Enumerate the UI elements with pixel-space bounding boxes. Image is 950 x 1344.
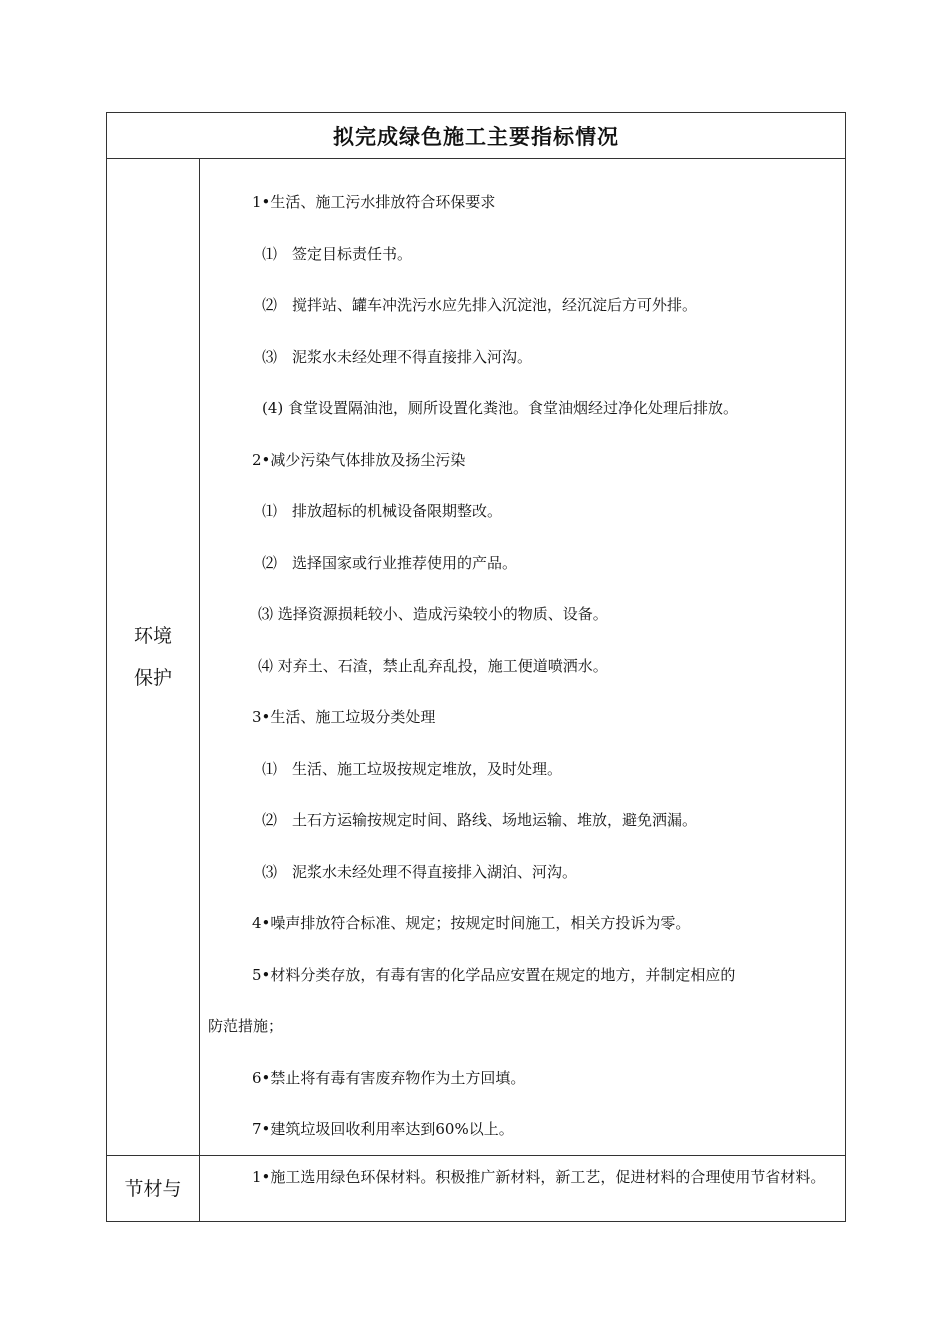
environment-item: ⑷ 对弃土、石渣，禁止乱弃乱投，施工便道喷洒水。 (258, 656, 608, 675)
environment-item: ⑵ 选择国家或行业推荐使用的产品。 (262, 553, 518, 572)
environment-item: (4) 食堂设置隔油池，厕所设置化粪池。食堂油烟经过净化处理后排放。 (262, 399, 739, 417)
environment-item: ⑵ 土石方运输按规定时间、路线、场地运输、堆放，避免洒漏。 (262, 811, 698, 829)
materials-paragraph: 1•施工选用绿色环保材料。积极推广新材料，新工艺，促进材料的合理使用节省材料。 (252, 1168, 826, 1186)
environment-item: ⑶ 泥浆水未经处理不得直接排入湖泊、河沟。 (262, 862, 578, 881)
indicator-table (106, 112, 846, 1222)
environment-item: 1•生活、施工污水排放符合环保要求 (252, 193, 496, 211)
environment-item: ⑶ 选择资源损耗较小、造成污染较小的物质、设备。 (258, 605, 608, 623)
materials-content (200, 1156, 845, 1221)
environment-row (107, 159, 845, 1155)
environment-item: ⑴ 签定目标责任书。 (262, 244, 413, 263)
title-row (107, 113, 845, 159)
materials-label: 节材与 (124, 1178, 182, 1200)
environment-content (200, 159, 845, 1155)
environment-item: ⑴ 排放超标的机械设备限期整改。 (262, 502, 503, 520)
environment-item: 3•生活、施工垃圾分类处理 (252, 708, 436, 726)
materials-row (107, 1155, 845, 1221)
environment-item: 6•禁止将有毒有害废弃物作为土方回填。 (252, 1068, 526, 1087)
environment-item: ⑵ 搅拌站、罐车冲洗污水应先排入沉淀池，经沉淀后方可外排。 (262, 296, 698, 314)
environment-item: ⑶ 泥浆水未经处理不得直接排入河沟。 (262, 347, 533, 366)
page-title: 拟完成绿色施工主要指标情况 (333, 124, 619, 149)
environment-item: 7•建筑垃圾回收利用率达到60%以上。 (252, 1120, 514, 1138)
environment-label-cell (107, 159, 200, 1155)
environment-item: 2•减少污染气体排放及扬尘污染 (252, 450, 466, 469)
environment-item: 防范措施； (208, 1017, 284, 1035)
environment-item: 4•噪声排放符合标准、规定；按规定时间施工，相关方投诉为零。 (252, 914, 691, 932)
materials-label-cell (107, 1156, 200, 1221)
environment-item: 5•材料分类存放，有毒有害的化学品应安置在规定的地方，并制定相应的 (252, 965, 736, 984)
environment-label-line1: 环境 (133, 625, 172, 647)
environment-label-line2: 保护 (133, 667, 172, 689)
environment-item: ⑴ 生活、施工垃圾按规定堆放，及时处理。 (262, 759, 563, 778)
